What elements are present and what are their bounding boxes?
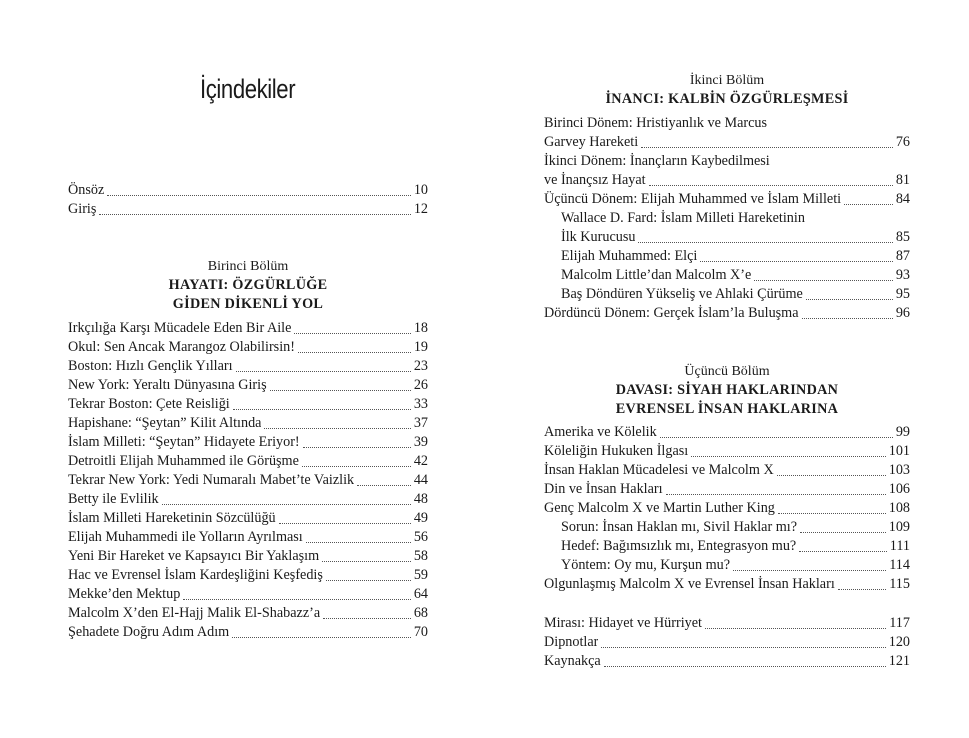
toc-entry-page: 56 <box>413 529 428 545</box>
toc-entry-title: Önsöz <box>68 182 105 198</box>
toc-entry <box>68 528 428 547</box>
dot-leader <box>806 298 893 300</box>
toc-entry-page: 26 <box>413 377 428 393</box>
front-toc <box>68 181 428 219</box>
toc-entry-title: Olgunlaşmış Malcolm X ve Evrensel İnsan Hakları <box>544 576 835 592</box>
toc-entry <box>68 604 428 623</box>
toc-entry-title: Köleliğin Hukuken İlgası <box>544 443 689 459</box>
toc-entry-page: 120 <box>888 634 910 650</box>
dot-leader <box>322 560 411 562</box>
dot-leader <box>705 627 886 629</box>
toc-entry-title: Malcolm Little’dan Malcolm X’e <box>561 267 752 283</box>
toc-entry-page: 93 <box>895 267 910 283</box>
dot-leader <box>660 436 893 438</box>
part-label: İkinci Bölüm <box>689 73 765 88</box>
dot-leader <box>799 550 887 552</box>
toc-entry <box>68 452 428 471</box>
toc-entry-page: 19 <box>413 339 428 355</box>
toc-entry-title: Hapishane: “Şeytan” Kilit Altında <box>68 415 262 431</box>
dot-leader <box>754 279 893 281</box>
toc-entry-title: Boston: Hızlı Gençlik Yılları <box>68 358 233 374</box>
toc-entry-page: 101 <box>888 443 910 459</box>
toc-entry-title: Mekke’den Mektup <box>68 586 181 602</box>
toc-entry-page: 106 <box>888 481 910 497</box>
toc-entry <box>544 114 910 133</box>
toc-entry <box>544 499 910 518</box>
toc-entry-title: İslam Milleti Hareketinin Sözcülüğü <box>68 510 276 526</box>
part2-heading <box>544 72 910 109</box>
toc-entry <box>68 490 428 509</box>
toc-entry-page: 111 <box>889 538 910 554</box>
dot-leader <box>270 389 411 391</box>
toc-entry-title: Garvey Hareketi <box>544 134 639 150</box>
toc-entry <box>68 376 428 395</box>
toc-entry-title: Irkçılığa Karşı Mücadele Eden Bir Aile <box>68 320 292 336</box>
toc-entry-title: Hedef: Bağımsızlık mı, Entegrasyon mu? <box>561 538 797 554</box>
toc-entry <box>544 423 910 442</box>
dot-leader <box>236 370 411 372</box>
toc-entry <box>68 471 428 490</box>
toc-entry-title: Mirası: Hidayet ve Hürriyet <box>544 615 702 631</box>
toc-entry-title: Tekrar New York: Yedi Numaralı Mabet’te Vaizlik <box>68 472 355 488</box>
dot-leader <box>303 446 411 448</box>
dot-leader <box>302 465 411 467</box>
toc-entry-title: Elijah Muhammedi ile Yolların Ayrılması <box>68 529 303 545</box>
part-title-line1: DAVASI: SİYAH HAKLARINDAN <box>615 382 839 398</box>
toc-entry <box>544 152 910 171</box>
dot-leader <box>232 636 411 638</box>
toc-entry-page: 121 <box>888 653 910 669</box>
toc-entry <box>544 228 910 247</box>
toc-entry <box>68 585 428 604</box>
toc-entry-title: Giriş <box>68 201 97 217</box>
part-label: Birinci Bölüm <box>207 259 289 274</box>
part-title-line2: GİDEN DİKENLİ YOL <box>172 296 324 312</box>
dot-leader <box>306 541 411 543</box>
toc-entry-page: 68 <box>413 605 428 621</box>
toc-entry <box>68 357 428 376</box>
toc-entry-page: 42 <box>413 453 428 469</box>
toc-entry-title: Malcolm X’den El-Hajj Malik El-Shabazz’a <box>68 605 321 621</box>
toc-entry-title: Baş Döndüren Yükseliş ve Ahlaki Çürüme <box>561 286 803 302</box>
toc-entry-title: İnsan Haklan Mücadelesi ve Malcolm X <box>544 462 774 478</box>
dot-leader <box>107 194 411 196</box>
toc-entry-title: İslam Milleti: “Şeytan” Hidayete Eriyor! <box>68 434 300 450</box>
part3-heading <box>544 363 910 419</box>
toc-entry-title: İkinci Dönem: İnançların Kaybedilmesi <box>544 153 770 169</box>
toc-entry-page: 117 <box>889 615 910 631</box>
dot-leader <box>264 427 410 429</box>
part-title-line1: HAYATI: ÖZGÜRLÜĞE <box>168 277 328 293</box>
dot-leader <box>323 617 411 619</box>
toc-entry-page: 44 <box>413 472 428 488</box>
page-title: İçindekiler <box>200 74 296 104</box>
toc-entry <box>68 338 428 357</box>
toc-entry-page: 99 <box>895 424 910 440</box>
toc-entry-page: 96 <box>895 305 910 321</box>
toc-entry-title: Wallace D. Fard: İslam Milleti Hareketinin <box>561 210 805 226</box>
toc-entry-title: Sorun: İnsan Haklan mı, Sivil Haklar mı? <box>561 519 798 535</box>
toc-entry <box>544 614 910 633</box>
toc-entry-page: 37 <box>413 415 428 431</box>
toc-entry-title: Hac ve Evrensel İslam Kardeşliğini Keşfediş <box>68 567 323 583</box>
toc-entry-title: Elijah Muhammed: Elçi <box>561 248 698 264</box>
toc-entry-page: 70 <box>413 624 428 640</box>
toc-entry-page: 115 <box>889 576 910 592</box>
dot-leader <box>777 474 886 476</box>
toc-entry <box>68 547 428 566</box>
toc-entry-title: İlk Kurucusu <box>561 229 636 245</box>
toc-entry <box>68 566 428 585</box>
dot-leader <box>357 484 411 486</box>
toc-entry <box>544 133 910 152</box>
toc-entry-title: Tekrar Boston: Çete Reisliği <box>68 396 230 412</box>
toc-entry <box>68 395 428 414</box>
dot-leader <box>691 455 886 457</box>
part1-toc <box>68 319 428 642</box>
toc-entry-title: Dipnotlar <box>544 634 599 650</box>
toc-entry-page: 84 <box>895 191 910 207</box>
toc-entry-page: 39 <box>413 434 428 450</box>
dot-leader <box>844 203 893 205</box>
dot-leader <box>326 579 411 581</box>
toc-entry-page: 58 <box>413 548 428 564</box>
toc-entry <box>544 247 910 266</box>
dot-leader <box>700 260 892 262</box>
toc-entry-page: 48 <box>413 491 428 507</box>
toc-entry-title: Okul: Sen Ancak Marangoz Olabilirsin! <box>68 339 295 355</box>
back-toc <box>544 614 910 671</box>
toc-entry-title: ve İnançsız Hayat <box>544 172 646 188</box>
toc-entry-title: Yeni Bir Hareket ve Kapsayıcı Bir Yaklaşım <box>68 548 320 564</box>
part-title-line1: İNANCI: KALBİN ÖZGÜRLEŞMESİ <box>605 91 849 107</box>
dot-leader <box>604 665 886 667</box>
part1-heading <box>68 258 428 314</box>
toc-entry <box>544 537 910 556</box>
dot-leader <box>838 588 886 590</box>
toc-entry-title: Detroitli Elijah Muhammed ile Görüşme <box>68 453 299 469</box>
toc-entry-title: Birinci Dönem: Hristiyanlık ve Marcus <box>544 115 768 131</box>
toc-entry <box>544 575 910 594</box>
dot-leader <box>183 598 411 600</box>
toc-entry-page: 81 <box>895 172 910 188</box>
dot-leader <box>298 351 411 353</box>
toc-entry-title: New York: Yeraltı Dünyasına Giriş <box>68 377 267 393</box>
toc-entry <box>544 171 910 190</box>
part2-toc <box>544 114 910 323</box>
toc-entry <box>544 285 910 304</box>
toc-entry-page: 12 <box>413 201 428 217</box>
part3-toc <box>544 423 910 594</box>
dot-leader <box>279 522 411 524</box>
toc-entry <box>544 556 910 575</box>
toc-entry <box>68 319 428 338</box>
toc-entry-title: Üçüncü Dönem: Elijah Muhammed ve İslam Milleti <box>544 191 842 207</box>
toc-entry <box>544 461 910 480</box>
toc-entry <box>544 209 910 228</box>
toc-entry <box>68 509 428 528</box>
toc-entry-title: Amerika ve Kölelik <box>544 424 657 440</box>
toc-entry-page: 59 <box>413 567 428 583</box>
toc-entry <box>544 480 910 499</box>
dot-leader <box>162 503 411 505</box>
dot-leader <box>733 569 886 571</box>
toc-entry-title: Din ve İnsan Hakları <box>544 481 663 497</box>
toc-entry-page: 10 <box>413 182 428 198</box>
toc-entry <box>544 652 910 671</box>
toc-entry <box>544 304 910 323</box>
left-page <box>0 0 484 738</box>
toc-entry-page: 18 <box>413 320 428 336</box>
toc-entry-page: 33 <box>413 396 428 412</box>
part-title-line2: EVRENSEL İNSAN HAKLARINA <box>615 401 839 417</box>
dot-leader <box>778 512 886 514</box>
toc-entry-title: Betty ile Evlilik <box>68 491 159 507</box>
dot-leader <box>802 317 893 319</box>
dot-leader <box>294 332 410 334</box>
part-label: Üçüncü Bölüm <box>684 364 770 379</box>
toc-entry-page: 49 <box>413 510 428 526</box>
dot-leader <box>800 531 886 533</box>
toc-entry <box>544 633 910 652</box>
toc-entry-page: 109 <box>888 519 910 535</box>
toc-entry <box>544 190 910 209</box>
toc-entry-page: 64 <box>413 586 428 602</box>
toc-entry <box>544 266 910 285</box>
toc-entry <box>68 433 428 452</box>
toc-entry-page: 23 <box>413 358 428 374</box>
toc-entry-page: 114 <box>889 557 910 573</box>
toc-entry <box>68 200 428 219</box>
right-page <box>485 0 969 738</box>
toc-entry-title: Şehadete Doğru Adım Adım <box>68 624 230 640</box>
dot-leader <box>99 213 410 215</box>
toc-entry-title: Yöntem: Oy mu, Kurşun mu? <box>561 557 731 573</box>
toc-entry <box>68 414 428 433</box>
toc-entry-page: 87 <box>895 248 910 264</box>
toc-entry-title: Genç Malcolm X ve Martin Luther King <box>544 500 775 516</box>
toc-entry-page: 108 <box>888 500 910 516</box>
dot-leader <box>638 241 892 243</box>
toc-entry-title: Kaynakça <box>544 653 601 669</box>
dot-leader <box>666 493 886 495</box>
toc-entry-title: Dördüncü Dönem: Gerçek İslam’la Buluşma <box>544 305 799 321</box>
dot-leader <box>601 646 885 648</box>
dot-leader <box>641 146 893 148</box>
toc-entry <box>544 518 910 537</box>
toc-entry <box>544 442 910 461</box>
dot-leader <box>649 184 893 186</box>
dot-leader <box>233 408 411 410</box>
toc-entry-page: 95 <box>895 286 910 302</box>
toc-entry <box>68 623 428 642</box>
toc-entry-page: 76 <box>895 134 910 150</box>
toc-entry-page: 85 <box>895 229 910 245</box>
toc-entry <box>68 181 428 200</box>
toc-entry-page: 103 <box>888 462 910 478</box>
